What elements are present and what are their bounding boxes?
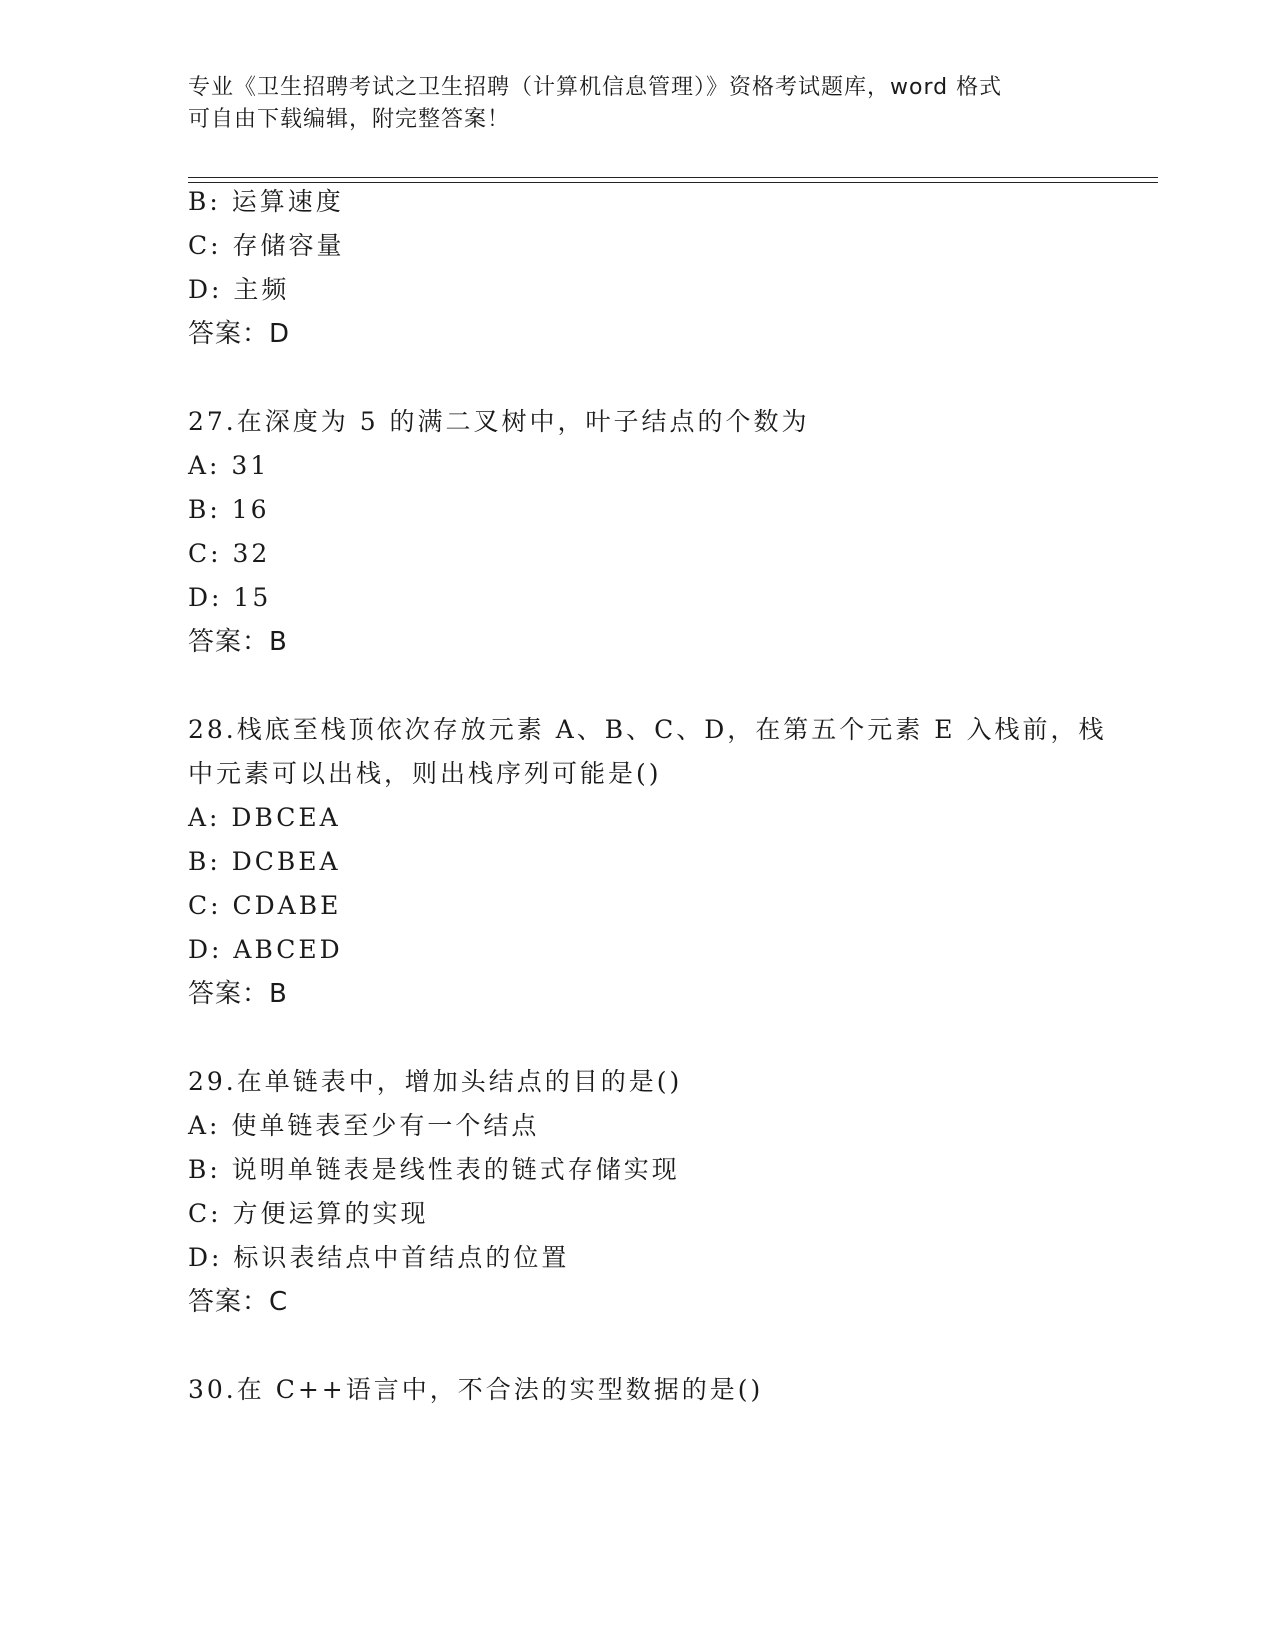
q29-option-c: C: 方便运算的实现: [188, 1199, 429, 1228]
q28-option-d: D: ABCED: [188, 935, 343, 964]
q29-option-a: A: 使单链表至少有一个结点: [188, 1111, 540, 1140]
q29-option-b: B: 说明单链表是线性表的链式存储实现: [188, 1155, 680, 1184]
q28-option-c: C: CDABE: [188, 891, 342, 920]
q29-stem: 29.在单链表中，增加头结点的目的是(): [188, 1067, 683, 1096]
q26-option-c: C: 存储容量: [188, 231, 345, 260]
q27-stem: 27.在深度为 5 的满二叉树中，叶子结点的个数为: [188, 407, 810, 436]
q28-stem-line-1: 28.栈底至栈顶依次存放元素 A、B、C、D，在第五个元素 E 入栈前，栈: [188, 715, 1107, 744]
document-header: [188, 72, 1068, 136]
q29-option-d: D: 标识表结点中首结点的位置: [188, 1243, 570, 1272]
q28-stem-line-2: 中元素可以出栈，则出栈序列可能是(): [188, 759, 662, 788]
q27-option-b: B: 16: [188, 495, 270, 524]
q28-answer: 答案：B: [188, 979, 288, 1009]
q27-option-a: A: 31: [188, 451, 270, 480]
q26-option-b: B: 运算速度: [188, 187, 344, 216]
q27-answer: 答案：B: [188, 627, 288, 657]
q28-option-a: A: DBCEA: [188, 803, 341, 832]
header-line-2: 可自由下载编辑，附完整答案！: [188, 107, 511, 132]
header-divider-top: [188, 177, 1158, 178]
header-divider-bottom: [188, 182, 1158, 183]
q30-stem: 30.在 C++语言中，不合法的实型数据的是(): [188, 1375, 764, 1404]
q26-option-d: D: 主频: [188, 275, 290, 304]
q27-option-d: D: 15: [188, 583, 272, 612]
q27-option-c: C: 32: [188, 539, 271, 568]
q29-answer: 答案：C: [188, 1287, 289, 1317]
q28-option-b: B: DCBEA: [188, 847, 341, 876]
q26-answer: 答案：D: [188, 319, 291, 349]
header-line-1: 专业《卫生招聘考试之卫生招聘（计算机信息管理）》资格考试题库，word 格式: [188, 75, 1003, 100]
